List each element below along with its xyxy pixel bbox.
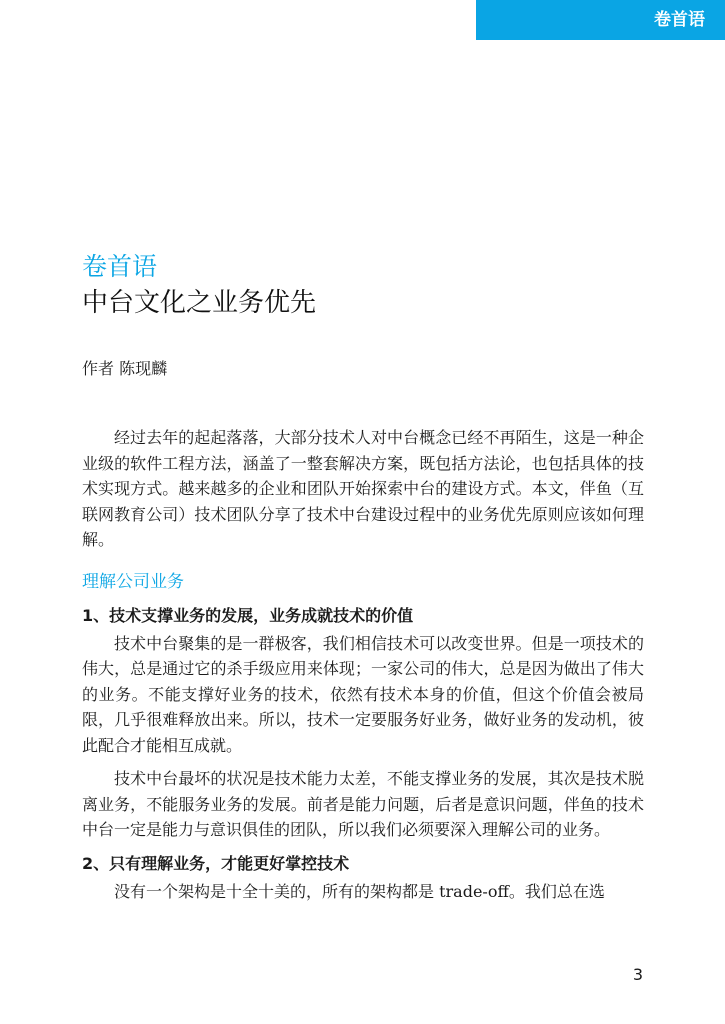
paragraph: 技术中台最坏的状况是技术能力太差，不能支撑业务的发展，其次是技术脱离业务，不能服务业务的发展。前者是能力问题，后者是意识问题，伴鱼的技术中台一定是能力与意识俱佳的团队，所以我们必须要深入理解公司的业务。 bbox=[82, 769, 644, 839]
subsection-heading-2: 2、只有理解业务，才能更好掌控技术 bbox=[82, 853, 350, 873]
section-heading: 理解公司业务 bbox=[82, 571, 184, 592]
author-line: 作者 陈现麟 bbox=[82, 359, 168, 378]
intro-paragraph: 经过去年的起起落落，大部分技术人对中台概念已经不再陌生，这是一种企业级的软件工程方法，涵盖了一整套解决方案，既包括方法论，也包括具体的技术实现方式。越来越多的企业和团队开始探索中台的建设方式。本文，伴鱼（互联网教育公司）技术团队分享了技术中台建设过程中的业务优先原则应该如何理解。 bbox=[82, 428, 644, 549]
header-section-tab: 卷首语 bbox=[476, 0, 725, 40]
paragraph: 技术中台聚集的是一群极客，我们相信技术可以改变世界。但是一项技术的伟大，总是通过它的杀手级应用来体现；一家公司的伟大，总是因为做出了伟大的业务。不能支撑好业务的技术，依然有技术本身的价值，但这个价值会被局限，几乎很难释放出来。所以，技术一定要服务好业务，做好业务的发动机，彼此配合才能相互成就。 bbox=[82, 633, 644, 755]
section-label: 卷首语 bbox=[82, 252, 158, 281]
article-body bbox=[82, 425, 644, 912]
page-title: 中台文化之业务优先 bbox=[82, 288, 317, 318]
title-block bbox=[82, 250, 316, 322]
page-number: 3 bbox=[632, 965, 643, 984]
subsection-heading-1: 1、技术支撑业务的发展，业务成就技术的价值 bbox=[82, 605, 414, 625]
paragraph: 没有一个架构是十全十美的，所有的架构都是 trade-off。我们总在选 bbox=[114, 881, 605, 901]
